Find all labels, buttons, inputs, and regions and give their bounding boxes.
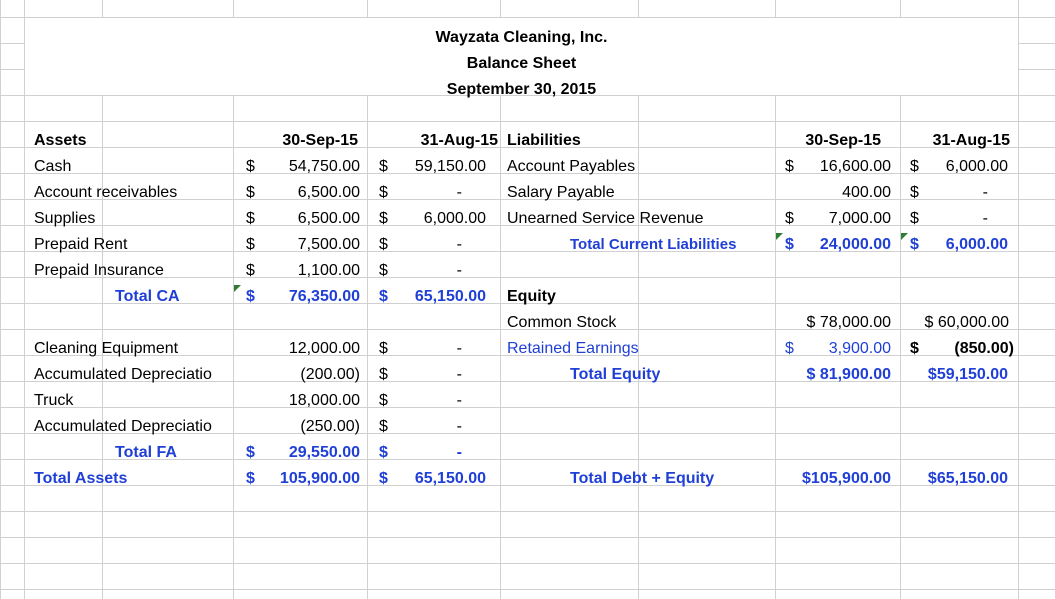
total-fa-prev[interactable]: -: [456, 444, 462, 461]
error-flag-icon: [776, 233, 783, 240]
currency-symbol: $: [246, 262, 255, 279]
fixed-row-prev[interactable]: -: [456, 366, 462, 383]
asset-row-label[interactable]: Prepaid Rent: [34, 236, 128, 253]
asset-row-label[interactable]: Cash: [34, 158, 72, 175]
asset-row-cur[interactable]: 1,100.00: [297, 262, 360, 279]
liab-col-prev[interactable]: 31-Aug-15: [932, 132, 1010, 149]
asset-row-label[interactable]: Account receivables: [34, 184, 178, 201]
asset-row-cur[interactable]: 6,500.00: [297, 184, 360, 201]
fixed-row-cur[interactable]: (250.00): [300, 418, 360, 435]
currency-symbol: $: [785, 158, 794, 175]
liability-row-prev[interactable]: 6,000.00: [945, 158, 1008, 175]
total-equity-prev[interactable]: $59,150.00: [927, 366, 1008, 383]
total-fa-cur[interactable]: 29,550.00: [288, 444, 360, 461]
total-cl-prev[interactable]: 6,000.00: [945, 236, 1008, 253]
company-name[interactable]: Wayzata Cleaning, Inc.: [435, 29, 608, 46]
fixed-row-cur[interactable]: 12,000.00: [288, 340, 360, 357]
total-ca-prev[interactable]: 65,150.00: [414, 288, 486, 305]
liability-row-cur[interactable]: 16,600.00: [819, 158, 891, 175]
currency-symbol: $: [379, 210, 388, 227]
fixed-row-prev[interactable]: -: [456, 392, 462, 409]
currency-symbol: $: [379, 366, 388, 383]
liability-row-prev[interactable]: -: [982, 184, 988, 201]
liability-row-label[interactable]: Unearned Service Revenue: [507, 210, 704, 227]
currency-symbol: $: [379, 470, 388, 487]
fixed-row-label[interactable]: Accumulated Depreciatio: [34, 418, 212, 435]
currency-symbol: $: [910, 210, 919, 227]
liability-row-cur[interactable]: 400.00: [842, 184, 891, 201]
total-cl-label[interactable]: Total Current Liabilities: [570, 236, 737, 253]
total-assets-label[interactable]: Total Assets: [34, 470, 128, 487]
liability-row-label[interactable]: Salary Payable: [507, 184, 615, 201]
currency-symbol: $: [379, 340, 388, 357]
total-ca-label[interactable]: Total CA: [115, 288, 180, 305]
liabilities-heading[interactable]: Liabilities: [507, 132, 581, 149]
currency-symbol: $: [379, 262, 388, 279]
currency-symbol: $: [246, 288, 255, 305]
total-ca-cur[interactable]: 76,350.00: [288, 288, 360, 305]
retained-earnings-prev[interactable]: (850.00): [954, 340, 1014, 357]
total-fa-label[interactable]: Total FA: [115, 444, 177, 461]
currency-symbol: $: [910, 340, 919, 357]
total-assets-cur[interactable]: 105,900.00: [279, 470, 360, 487]
currency-symbol: $: [910, 184, 919, 201]
currency-symbol: $: [246, 236, 255, 253]
currency-symbol: $: [246, 470, 255, 487]
assets-col-prev[interactable]: 31-Aug-15: [420, 132, 498, 149]
liability-row-prev[interactable]: -: [982, 210, 988, 227]
fixed-row-prev[interactable]: -: [456, 340, 462, 357]
fixed-row-cur[interactable]: 18,000.00: [288, 392, 360, 409]
asset-row-prev[interactable]: -: [456, 184, 462, 201]
currency-symbol: $: [246, 444, 255, 461]
total-debt-equity-cur[interactable]: $105,900.00: [802, 470, 891, 487]
error-flag-icon: [901, 233, 908, 240]
asset-row-cur[interactable]: 54,750.00: [288, 158, 360, 175]
fixed-row-label[interactable]: Accumulated Depreciatio: [34, 366, 212, 383]
currency-symbol: $: [246, 158, 255, 175]
asset-row-label[interactable]: Prepaid Insurance: [34, 262, 164, 279]
currency-symbol: $: [379, 236, 388, 253]
fixed-row-cur[interactable]: (200.00): [300, 366, 360, 383]
currency-symbol: $: [910, 158, 919, 175]
fixed-row-label[interactable]: Cleaning Equipment: [34, 340, 179, 357]
report-title[interactable]: Balance Sheet: [466, 55, 577, 72]
total-assets-prev[interactable]: 65,150.00: [414, 470, 486, 487]
retained-earnings-cur[interactable]: 3,900.00: [828, 340, 891, 357]
report-date[interactable]: September 30, 2015: [446, 81, 597, 98]
liab-col-cur[interactable]: 30-Sep-15: [805, 132, 881, 149]
currency-symbol: $: [246, 184, 255, 201]
total-cl-cur[interactable]: 24,000.00: [819, 236, 891, 253]
currency-symbol: $: [379, 392, 388, 409]
currency-symbol: $: [379, 444, 388, 461]
assets-heading[interactable]: Assets: [34, 132, 87, 149]
asset-row-prev[interactable]: -: [456, 262, 462, 279]
currency-symbol: $: [379, 288, 388, 305]
fixed-row-label[interactable]: Truck: [34, 392, 74, 409]
asset-row-prev[interactable]: 6,000.00: [423, 210, 486, 227]
total-equity-cur[interactable]: $ 81,900.00: [806, 366, 891, 383]
fixed-row-prev[interactable]: -: [456, 418, 462, 435]
liability-row-label[interactable]: Account Payables: [507, 158, 636, 175]
common-stock-prev[interactable]: $ 60,000.00: [924, 314, 1009, 331]
currency-symbol: $: [246, 210, 255, 227]
common-stock-label[interactable]: Common Stock: [507, 314, 617, 331]
equity-heading[interactable]: Equity: [507, 288, 556, 305]
asset-row-prev[interactable]: 59,150.00: [414, 158, 486, 175]
asset-row-cur[interactable]: 6,500.00: [297, 210, 360, 227]
currency-symbol: $: [379, 418, 388, 435]
currency-symbol: $: [785, 210, 794, 227]
liability-row-cur[interactable]: 7,000.00: [828, 210, 891, 227]
total-debt-equity-prev[interactable]: $65,150.00: [927, 470, 1008, 487]
asset-row-prev[interactable]: -: [456, 236, 462, 253]
currency-symbol: $: [785, 236, 794, 253]
total-debt-equity-label[interactable]: Total Debt + Equity: [570, 470, 715, 487]
currency-symbol: $: [379, 184, 388, 201]
asset-row-cur[interactable]: 7,500.00: [297, 236, 360, 253]
common-stock-cur[interactable]: $ 78,000.00: [806, 314, 891, 331]
retained-earnings-label[interactable]: Retained Earnings: [507, 340, 639, 357]
asset-row-label[interactable]: Supplies: [34, 210, 96, 227]
total-equity-label[interactable]: Total Equity: [570, 366, 661, 383]
error-flag-icon: [234, 285, 241, 292]
currency-symbol: $: [910, 236, 919, 253]
currency-symbol: $: [379, 158, 388, 175]
currency-symbol: $: [785, 340, 794, 357]
assets-col-cur[interactable]: 30-Sep-15: [282, 132, 358, 149]
